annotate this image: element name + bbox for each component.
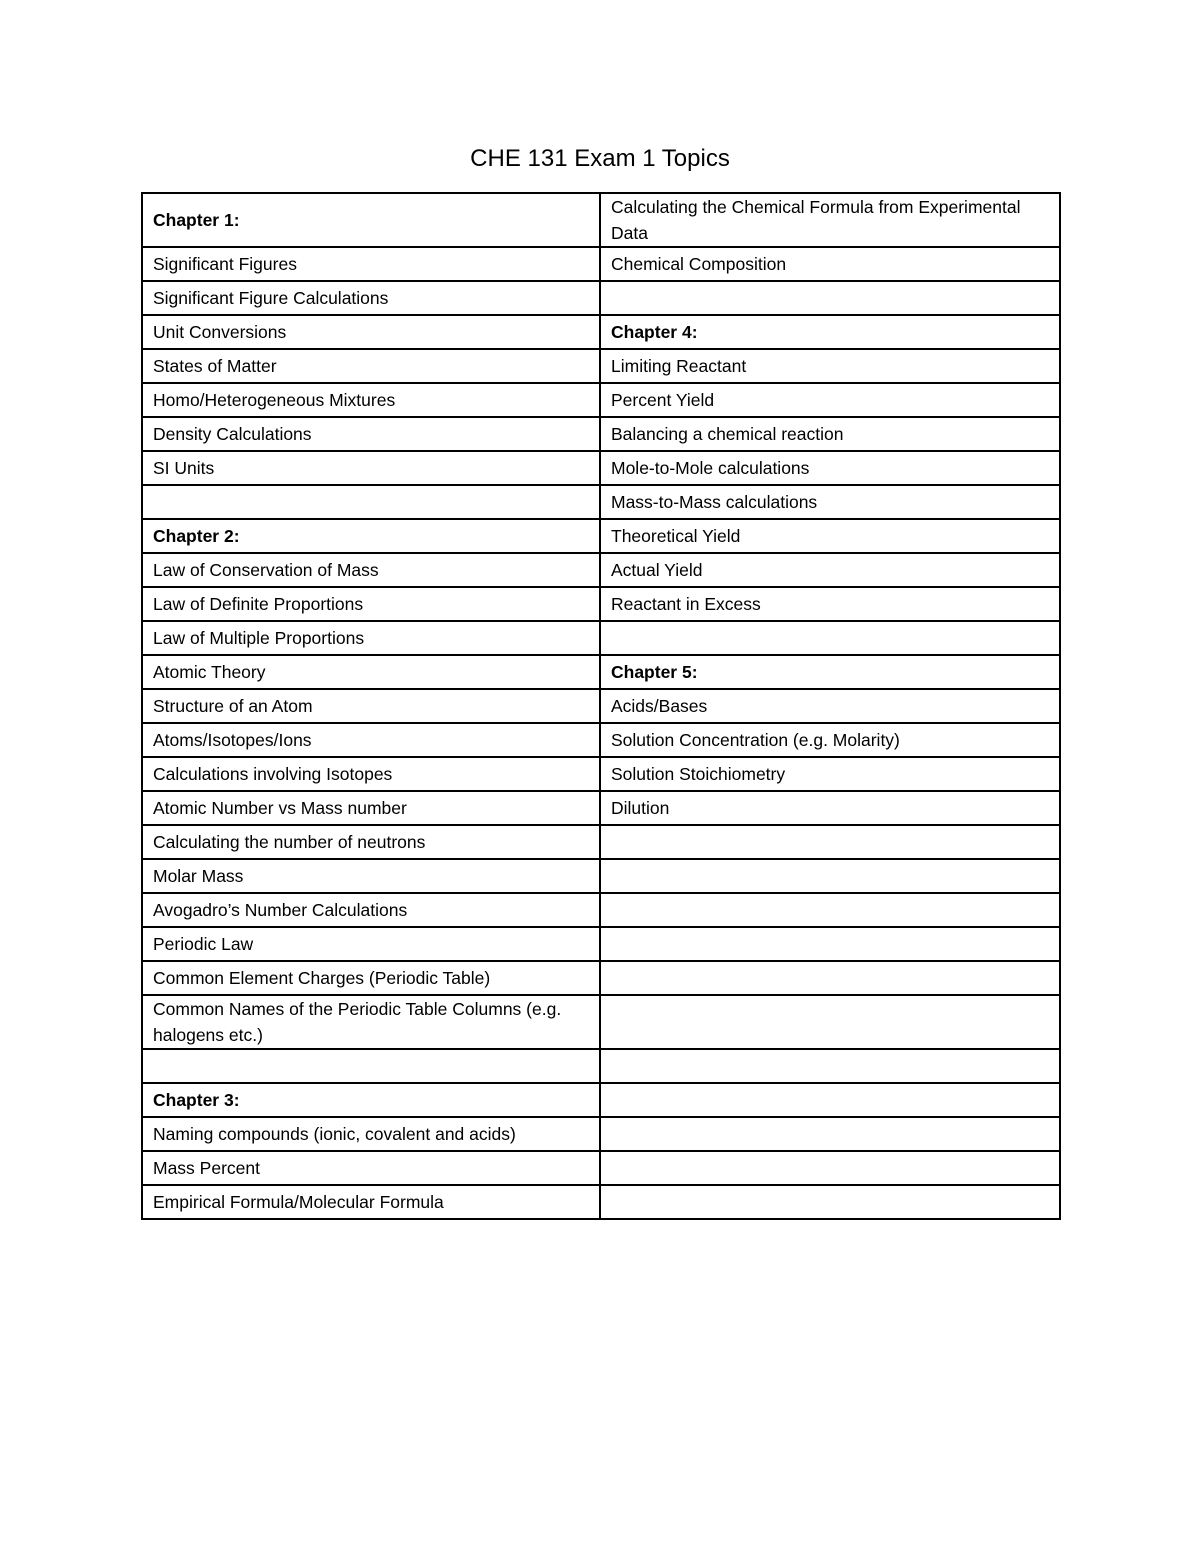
topic-cell-right: Percent Yield <box>600 383 1060 417</box>
topic-cell-left: Molar Mass <box>142 859 600 893</box>
topic-cell-left: Common Element Charges (Periodic Table) <box>142 961 600 995</box>
topic-cell-right <box>600 281 1060 315</box>
topic-cell-right <box>600 825 1060 859</box>
chapter-heading-cell: Chapter 3: <box>142 1083 600 1117</box>
table-row <box>142 451 1060 485</box>
topic-cell-left <box>142 1049 600 1083</box>
topics-table <box>141 192 1061 1220</box>
topic-cell-left: Significant Figure Calculations <box>142 281 600 315</box>
topic-cell-left: Atomic Number vs Mass number <box>142 791 600 825</box>
table-row <box>142 655 1060 689</box>
topic-cell-right <box>600 961 1060 995</box>
topic-cell-right: Reactant in Excess <box>600 587 1060 621</box>
table-row <box>142 383 1060 417</box>
topic-cell-left <box>142 485 600 519</box>
table-row <box>142 417 1060 451</box>
topic-cell-left: Common Names of the Periodic Table Columns (e.g. halogens etc.) <box>142 995 600 1049</box>
table-row <box>142 553 1060 587</box>
table-row <box>142 791 1060 825</box>
topic-cell-right: Mole-to-Mole calculations <box>600 451 1060 485</box>
topic-cell-right: Calculating the Chemical Formula from Experimental Data <box>600 193 1060 247</box>
topic-cell-left: Naming compounds (ionic, covalent and acids) <box>142 1117 600 1151</box>
topic-cell-right: Mass-to-Mass calculations <box>600 485 1060 519</box>
table-row <box>142 621 1060 655</box>
page-title: CHE 131 Exam 1 Topics <box>470 145 730 172</box>
table-row <box>142 193 1060 247</box>
topic-cell-left: Unit Conversions <box>142 315 600 349</box>
topic-cell-right <box>600 1151 1060 1185</box>
table-row <box>142 825 1060 859</box>
table-row <box>142 247 1060 281</box>
table-row <box>142 1151 1060 1185</box>
chapter-heading-cell: Chapter 5: <box>600 655 1060 689</box>
topic-cell-left: Calculating the number of neutrons <box>142 825 600 859</box>
topic-cell-left: Law of Multiple Proportions <box>142 621 600 655</box>
topic-cell-right: Solution Concentration (e.g. Molarity) <box>600 723 1060 757</box>
chapter-heading-cell: Chapter 2: <box>142 519 600 553</box>
topic-cell-right <box>600 995 1060 1049</box>
topic-cell-left: Calculations involving Isotopes <box>142 757 600 791</box>
topic-cell-right <box>600 621 1060 655</box>
topic-cell-right: Acids/Bases <box>600 689 1060 723</box>
topic-cell-right: Actual Yield <box>600 553 1060 587</box>
chapter-heading-cell: Chapter 4: <box>600 315 1060 349</box>
topics-table-body <box>142 193 1060 1219</box>
topic-cell-left: Density Calculations <box>142 417 600 451</box>
table-row <box>142 315 1060 349</box>
table-row <box>142 859 1060 893</box>
table-row <box>142 757 1060 791</box>
topic-cell-right <box>600 893 1060 927</box>
topic-cell-left: Atoms/Isotopes/Ions <box>142 723 600 757</box>
topic-cell-left: Empirical Formula/Molecular Formula <box>142 1185 600 1219</box>
topic-cell-left: Law of Conservation of Mass <box>142 553 600 587</box>
table-row <box>142 927 1060 961</box>
topic-cell-right: Theoretical Yield <box>600 519 1060 553</box>
table-row <box>142 961 1060 995</box>
table-row <box>142 893 1060 927</box>
table-row <box>142 995 1060 1049</box>
topic-cell-right <box>600 1049 1060 1083</box>
table-row <box>142 281 1060 315</box>
topic-cell-left: Homo/Heterogeneous Mixtures <box>142 383 600 417</box>
table-row <box>142 349 1060 383</box>
topic-cell-right: Chemical Composition <box>600 247 1060 281</box>
table-row <box>142 519 1060 553</box>
topic-cell-left: Atomic Theory <box>142 655 600 689</box>
topic-cell-right: Balancing a chemical reaction <box>600 417 1060 451</box>
topic-cell-left: Avogadro’s Number Calculations <box>142 893 600 927</box>
table-row <box>142 689 1060 723</box>
topic-cell-right: Dilution <box>600 791 1060 825</box>
topic-cell-right <box>600 1083 1060 1117</box>
topic-cell-left: Law of Definite Proportions <box>142 587 600 621</box>
table-row <box>142 1117 1060 1151</box>
table-row <box>142 587 1060 621</box>
topic-cell-left: Periodic Law <box>142 927 600 961</box>
topic-cell-left: Significant Figures <box>142 247 600 281</box>
topic-cell-right <box>600 1117 1060 1151</box>
table-row <box>142 485 1060 519</box>
topic-cell-left: SI Units <box>142 451 600 485</box>
topic-cell-left: Mass Percent <box>142 1151 600 1185</box>
table-row <box>142 1185 1060 1219</box>
table-row <box>142 1083 1060 1117</box>
chapter-heading-cell: Chapter 1: <box>142 193 600 247</box>
topic-cell-right <box>600 1185 1060 1219</box>
topic-cell-right: Limiting Reactant <box>600 349 1060 383</box>
topic-cell-right: Solution Stoichiometry <box>600 757 1060 791</box>
topic-cell-right <box>600 927 1060 961</box>
topic-cell-left: Structure of an Atom <box>142 689 600 723</box>
topic-cell-right <box>600 859 1060 893</box>
table-row <box>142 723 1060 757</box>
topic-cell-left: States of Matter <box>142 349 600 383</box>
table-row <box>142 1049 1060 1083</box>
